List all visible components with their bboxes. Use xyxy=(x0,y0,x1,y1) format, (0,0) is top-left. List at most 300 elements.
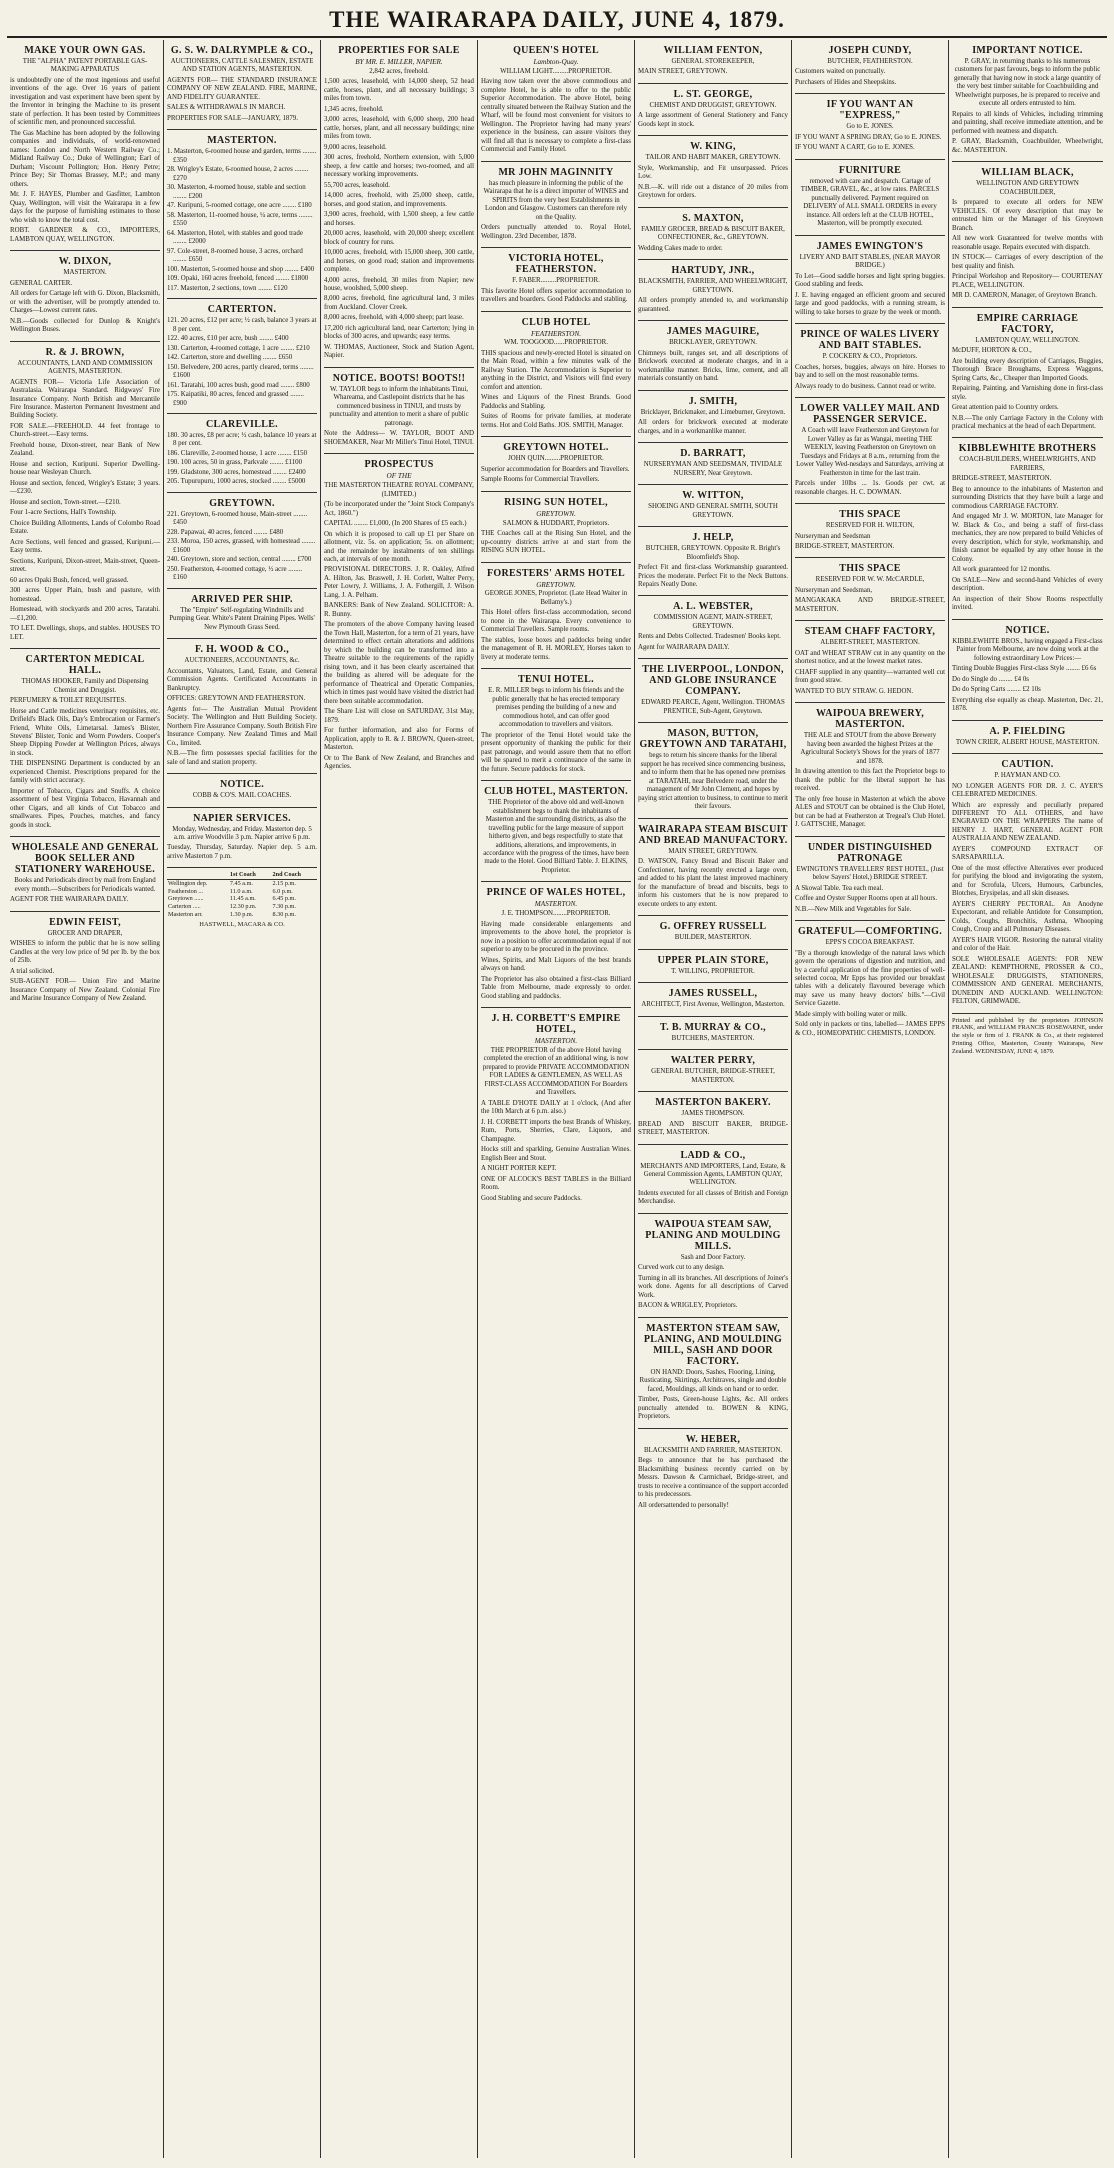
ad-text: PERFUMERY & TOILET REQUISITES. xyxy=(10,697,127,705)
list-item: 161. Taratahi, 100 acres bush, good road ........ £800 xyxy=(167,381,310,389)
list-item: 47. Kuripuni, 5-roomed cottage, one acre ........ £180 xyxy=(167,202,312,210)
ad-text: LAMBTON QUAY, WELLINGTON. xyxy=(975,336,1080,344)
advertisement xyxy=(638,659,788,723)
ad-text: JOHN QUIN.........PROPRIETOR. xyxy=(508,455,604,463)
ad-text: is undoubtedly one of the most ingenious and useful inventions of the age. Over 16 years of patient investigation and vast experiment have been spent by the Inventor in bringing the Machine to its present state of perfection. It has been tested by Committees of scientific men, and pronounced successful. xyxy=(10,76,160,127)
list-item: 109. Opaki, 160 acres freehold, fenced ........ £1800 xyxy=(167,275,309,283)
ad-text: Customers waited on punctually. xyxy=(795,68,886,76)
ad-text: Timber, Posts, Green-house Lights, &c. All orders punctually attended to. BOWEN & KING, Proprietors. xyxy=(638,1396,788,1421)
list-item: 250. Featherston, 4-roomed cottage, ½ acre ........ £160 xyxy=(167,565,303,582)
column-4 xyxy=(478,40,635,2158)
ad-heading: JAMES EWINGTON'S xyxy=(816,240,924,252)
ad-text: N.B.—The only Carriage Factory in the Colony with practical mechanics at the head of each Department. xyxy=(952,414,1103,430)
column-7 xyxy=(949,40,1106,2158)
advertisement xyxy=(481,563,631,670)
ad-heading: WAIPOUA BREWERY, MASTERTON. xyxy=(816,708,924,731)
ad-text: COMMISSION AGENT, MAIN-STREET, GREYTOWN. xyxy=(653,614,773,630)
ad-text: McDUFF, HORTON & CO., xyxy=(952,347,1032,355)
ad-text: All orders for Cartage left with G. Dixon, Blacksmith, or with the advertiser, will be promptly attended to. Charges—Lowest current rates. xyxy=(10,290,160,315)
advertisement xyxy=(952,754,1103,1014)
ad-heading: TENUI HOTEL. xyxy=(518,674,594,686)
list-item: 199. Gladstone, 300 acres, homestead ........ £2400 xyxy=(167,468,306,476)
ad-text: 300 acres, freehold, Northern extension, with 5,000 sheep, a few cattle and horses; two-roomed, and all necessary working improvements. xyxy=(324,154,474,179)
ad-heading: ARRIVED PER SHIP. xyxy=(191,593,293,605)
advertisement xyxy=(638,391,788,443)
list-item: 205. Tupurupuru, 1000 acres, stocked ........ £5000 xyxy=(167,478,306,486)
ad-text: TO LET. Dwellings, shops, and stables. HOUSES TO LET. xyxy=(10,625,160,641)
ad-heading: JOSEPH CUNDY, xyxy=(828,45,912,56)
ad-text: THE ALE and STOUT from the above Brewery having been awarded the highest Prizes at the Agricultural Society's Shows for the years of 1877 and 1878. xyxy=(800,732,940,765)
ad-text: MASTERTON. xyxy=(63,269,107,277)
ad-text: AGENTS FOR— THE STANDARD INSURANCE COMPANY OF NEW ZEALAND. FIRE, MARINE, AND FIDELITY GUARANTEE. xyxy=(167,76,317,101)
advertisement xyxy=(795,921,945,1044)
table-cell: Greytown ...... xyxy=(168,895,204,903)
list-item: 64. Masterton, Hotel, with stables and good trade ........ £2000 xyxy=(167,229,303,246)
ad-text: GROCER AND DRAPER, xyxy=(47,929,123,937)
table-header-cell: 2nd Coach xyxy=(272,871,317,879)
ad-heading: WILLIAM FENTON, xyxy=(663,45,763,56)
table-cell: 7.45 a.m. xyxy=(229,880,253,888)
table-cell: 8.30 p.m. xyxy=(272,910,296,918)
advertisement xyxy=(795,504,945,558)
ad-text: JAMES THOMPSON. xyxy=(681,1110,745,1118)
ad-text: BANKERS: Bank of New Zealand. SOLICITOR: A. R. Bunny. xyxy=(324,602,474,618)
advertisement xyxy=(167,40,317,130)
ad-text: Beg to announce to the inhabitants of Masterton and surrounding Districts that they have built a large and commodious CARRIAGE FACTORY. xyxy=(952,485,1103,510)
ad-text: W. TAYLOR begs to inform the inhabitants Tinui, Whareama, and Castlepoint districts that he has commenced business in TINUI, and trusts by punctuality and attention to merit a share of public patronage. xyxy=(329,385,469,427)
ad-heading: G. S. W. DALRYMPLE & CO., xyxy=(170,45,314,56)
ad-heading: S. MAXTON, xyxy=(682,212,744,224)
advertisement xyxy=(795,398,945,504)
advertisement xyxy=(638,208,788,260)
ad-text: MR D. CAMERON, Manager, of Greytown Branch. xyxy=(952,292,1097,300)
table-cell: Featherston ... xyxy=(168,887,204,895)
advertisement xyxy=(638,136,788,207)
advertisement xyxy=(952,308,1103,439)
ad-text: Orders punctually attended to. Royal Hotel, Wellington. 23rd December, 1878. xyxy=(481,224,631,240)
ad-text: Choice Building Allotments, Lands of Colombo Road Estate. xyxy=(10,519,160,536)
ad-text: Chimneys built, ranges set, and all descriptions of Brickwork executed at moderate charges, and in a workmanlike manner. Bricks, lime, cement, and all materials constantly on hand. xyxy=(638,349,788,383)
property-list xyxy=(167,317,317,408)
ad-text: N.B.—K. will ride out a distance of 20 miles from Greytown for orders. xyxy=(638,183,788,200)
ad-text: BRIDGE-STREET, MASTERTON. xyxy=(952,475,1052,483)
ad-text: Style, Workmanship, and Fit unsurpassed. Prices Low. xyxy=(638,164,788,181)
advertisement xyxy=(481,1008,631,1209)
advertisement xyxy=(10,342,160,650)
ad-text: Repairing, Painting, and Varnishing done in first-class style. xyxy=(952,385,1103,401)
ad-text: A NIGHT PORTER KEPT. xyxy=(481,1165,557,1173)
ad-heading: WHOLESALE AND GENERAL BOOK SELLER AND STATIONERY WAREHOUSE. xyxy=(11,842,159,876)
ad-text: TAILOR AND HABIT MAKER, GREYTOWN. xyxy=(645,154,781,162)
list-item: 150. Belvedere, 200 acres, partly cleared, terms ........ £1600 xyxy=(167,363,314,380)
ad-text: Monday, Wednesday, and Friday. Masterton dep. 5 a.m. arrive Woodville 3 p.m. Napier arrive 6 p.m. xyxy=(172,825,312,841)
ad-text: W. THOMAS, Auctioneer, Stock and Station Agent, Napier. xyxy=(324,343,474,360)
ad-text: T. WILLING, PROPRIETOR. xyxy=(671,967,755,975)
ad-text: LIVERY AND BAIT STABLES, (NEAR MAYOR BRIDGE.) xyxy=(799,253,941,270)
advertisement xyxy=(952,40,1103,162)
ad-text: BUILDER, MASTERTON. xyxy=(674,934,752,942)
ad-subheading: MASTERTON. xyxy=(534,1037,578,1046)
ad-text: Wedding Cakes made to order. xyxy=(638,244,723,252)
ad-text: House and section, Town-street.—£210. xyxy=(10,498,121,506)
ad-heading: GRATEFUL—COMFORTING. xyxy=(797,926,943,938)
advertisement xyxy=(795,324,945,398)
ad-heading: JAMES RUSSELL, xyxy=(668,988,758,1000)
advertisement xyxy=(952,162,1103,307)
ad-text: TOWN CRIER, ALBERT HOUSE, MASTERTON. xyxy=(955,738,1100,746)
ad-heading: J. H. CORBETT'S EMPIRE HOTEL, xyxy=(491,1013,621,1036)
ad-text: AGENT FOR THE WAIRARAPA DAILY. xyxy=(10,896,129,904)
table-row xyxy=(167,888,317,896)
ad-text: Coffee and Oyster Supper Rooms open at all hours. xyxy=(795,895,938,903)
table-cell: 12.30 p.m. xyxy=(229,902,257,910)
ad-heading: CARTERTON. xyxy=(207,304,277,316)
ad-text: 3,900 acres, freehold, with 1,500 sheep, a few cattle and horses. xyxy=(324,211,474,227)
ad-heading: CAUTION. xyxy=(1001,759,1054,771)
ad-heading: F. H. WOOD & CO., xyxy=(195,644,289,656)
ad-heading: HARTUDY, JNR., xyxy=(671,265,755,277)
ad-heading: UPPER PLAIN STORE, xyxy=(657,954,769,966)
ad-text: Tinting Double Buggies First-class Style ........ £6 6s xyxy=(952,665,1097,673)
advertisement xyxy=(481,669,631,781)
ad-text: To Let—Good saddle horses and light spring buggies. Good stabling and feeds. xyxy=(795,272,945,289)
ad-text: Sold only in packets or tins, labelled— JAMES EPPS & CO., HOMEOPATHIC CHEMISTS, LONDON. xyxy=(795,1021,945,1037)
advertisement xyxy=(638,1017,788,1050)
ad-text: GENERAL STOREKEEPER, xyxy=(671,58,755,65)
ad-text: BREAD AND BISCUIT BAKER, BRIDGE-STREET, MASTERTON. xyxy=(638,1120,788,1137)
ad-text: OAT and WHEAT STRAW cut in any quantity on the shortest notice, and at the lowest market rates. xyxy=(795,649,945,666)
table-cell: 1.30 p.m. xyxy=(229,910,254,918)
ad-text: Is prepared to execute all orders for NEW VEHICLES. Of every description that may be entrusted him or the Manager of his Greytown Branch. xyxy=(952,199,1103,232)
ad-text: Turning in all its branches. All descriptions of Joiner's work done. Agents for all descriptions of Carved Work. xyxy=(638,1274,788,1299)
ad-text: Made simply with boiling water or milk. xyxy=(795,1010,907,1018)
ad-text: SALMON & HUDDART, Proprietors. xyxy=(502,519,610,527)
ad-text: IN STOCK— Carriages of every description of the best quality and finish. xyxy=(952,254,1103,270)
ad-text: The proprietor of the Tenui Hotel would take the present opportunity of thanking the public for their past patronage, and would assure them that no effort will be spared to merit a continuance of the same in the future. Secure paddocks for stock. xyxy=(481,731,631,773)
ad-text: Having now taken over the above commodious and complete Hotel, he is able to offer to the public Superior Accommodation. The above Hotel, being centrally situated between the Railway Station and the Wharf, will be found most convenient for visitors to Wellington. The Proprietor having had many years' experience in the business, can assure visitors they will find all that is necessary to complete a first-class Commercial and Family Hotel. xyxy=(481,78,631,154)
ad-text: Are building every description of Carriages, Buggies, Thorough Brace Broughams, Express Waggons, Spring Carts, &c., Cheaper than Imported Goods. xyxy=(952,357,1103,382)
ad-text: RESERVED FOR W. W. McCARDLE, xyxy=(815,576,925,584)
advertisement xyxy=(638,983,788,1016)
ad-text: Coaches, horses, buggies, always on hire. Horses to bay and to sell on the most reasonable terms. xyxy=(795,363,945,380)
ad-text: Or to The Bank of New Zealand, and Branches and Agencies. xyxy=(324,754,474,771)
ad-heading: L. ST. GEORGE, xyxy=(673,88,753,100)
table-cell: 11.0 a.m. xyxy=(229,887,253,895)
list-item: 190. 100 acres, 50 in grass, Parkvale ........ £1100 xyxy=(167,459,303,467)
ad-text: Sash and Door Factory. xyxy=(680,1253,746,1261)
list-item: 97. Cole-street, 8-roomed house, 3 acres, orchard ........ £650 xyxy=(167,247,303,264)
ad-text: P. GRAY, in returning thanks to his numerous customers for past favours, begs to inform the public generally that having now in stock a large quantity of the very best timber suitable for Coachbuilding and Wheelwright purposes, he is prepared to receive and execute all orders entrusted to him. xyxy=(953,58,1102,108)
ad-text: 4,000 acres, freehold, 30 miles from Napier; new house, woolshed, 5,000 sheep. xyxy=(324,276,474,292)
ad-text: J. H. CORBETT imports the best Brands of Whiskey, Rum, Ports, Sherries, Clare, Liquors, and Champagne. xyxy=(481,1118,631,1143)
ad-text: And engaged Mr J. W. MORTON, late Manager for W. Black & Co., and being a staff of first-class mechanics, they are now prepared to build Vehicles of every description, which for style, workmanship, and finish cannot be equalled by any other house in the Colony. xyxy=(952,513,1103,563)
table-cell: 7.30 p.m. xyxy=(272,902,296,910)
ad-heading: GREYTOWN. xyxy=(209,497,275,509)
timetable-footer: HASTWELL, MACARA & CO. xyxy=(199,921,285,929)
advertisement xyxy=(638,723,788,818)
property-list xyxy=(167,432,317,487)
ad-text: AYER'S CHERRY PECTORAL. An Anodyne Expectorant, and reliable Antidote for Consumption, Colds, Coughs, Bronchitis, Asthma, Whooping Cough, Croup and all Pulmonary Diseases. xyxy=(952,900,1103,934)
advertisement xyxy=(795,236,945,324)
ad-text: ROBT. GARDNER & CO., IMPORTERS, LAMBTON QUAY, WELLINGTON. xyxy=(10,227,160,243)
ad-text: P. HAYMAN AND CO. xyxy=(994,772,1061,780)
ad-text: EPPS'S COCOA BREAKFAST. xyxy=(825,939,915,947)
ad-text: For further information, and also for Forms of Application, apply to R. & J. BROWN, Queen-street, Masterton. xyxy=(324,727,474,752)
ad-text: ONE OF ALCOCK'S BEST TABLES in the Billiard Room. xyxy=(481,1175,631,1192)
page-title: THE WAIRARAPA DAILY, JUNE 4, 1879. xyxy=(329,7,785,32)
ad-text: THE Proprietor of the above old and well-known establishment begs to thank the inhabitants of Masterton and the surrounding districts, as also the travelling public for the large measure of support hitherto given, and begs respectfully to state that additions, alterations, and improvements, in accordance with the progress of the times, have been made to the Hotel. Good Billiard Table. J. ELKINS, Proprietor. xyxy=(483,799,629,874)
ad-text: BLACKSMITH AND FARRIER, MASTERTON. xyxy=(643,1446,783,1454)
ad-text: CHAFF supplied in any quantity—warranted well cut from good straw. xyxy=(795,668,945,685)
list-item: 221. Greytown, 6-roomed house, Main-street ........ £450 xyxy=(167,510,308,527)
ad-heading: CLAREVILLE. xyxy=(206,418,278,430)
ad-text: CHEMIST AND DRUGGIST, GREYTOWN. xyxy=(649,101,777,109)
ad-text: Sample Rooms for Commercial Travellers. xyxy=(481,476,600,484)
ad-heading: NOTICE. BOOTS! BOOTS!! xyxy=(332,372,466,384)
ad-text: removed with care and despatch. Cartage of TIMBER, GRAVEL, &c., at low rates. PARCELS punctually delivered. Payment required on DELIVERY of ALL SMALL ORDERS in every instance. All orders left at the CLUB HOTEL, Masterton, will be promptly executed. xyxy=(800,177,940,228)
advertisement xyxy=(10,40,160,251)
advertisement xyxy=(638,485,788,527)
ad-text: NURSERYMAN AND SEEDSMAN, TIVIDALE NURSERY, Near Greytown. xyxy=(643,461,783,477)
column-1 xyxy=(7,40,164,2158)
table-header-row xyxy=(167,871,317,879)
ad-text: 20,000 acres, leasehold, with 20,000 sheep; excellent block of country for runs. xyxy=(324,230,474,246)
property-list xyxy=(167,511,317,583)
ad-subheading: Lambton-Quay. xyxy=(533,58,579,66)
ad-heading: LOWER VALLEY MAIL AND PASSENGER SERVICE. xyxy=(800,403,940,426)
ad-text: House and section, Kuripuni. Superior Dwelling-house near Wesleyan Church. xyxy=(10,460,160,477)
list-item: 228. Papawai, 40 acres, fenced ........ £480 xyxy=(167,528,284,536)
column-6 xyxy=(792,40,949,2158)
ad-text: Nurseryman and Seedsman, xyxy=(795,586,873,594)
ad-text: AUCTIONEERS, ACCOUNTANTS, &c. xyxy=(184,657,300,665)
ad-text: 60 acres Opaki Bush, fenced, well grassed. xyxy=(10,576,129,584)
ad-text: An inspection of their Show Rooms respectfully invited. xyxy=(952,595,1103,612)
imprint-text: Printed and published by the proprietors JOHNSON FRANK, and WILLIAM FRANCIS ROSEWARNE, under the style or firm of J. FRANK & Co., at their registered Printing Office, Masterton, County Wairarapa, New Zealand. WEDNESDAY, JUNE 4, 1879. xyxy=(952,1016,1103,1055)
advertisement xyxy=(638,1429,788,1516)
advertisement xyxy=(638,1050,788,1092)
list-item: 142. Carterton, store and dwelling ........ £650 xyxy=(167,354,293,362)
ad-text: BUTCHER, GREYTOWN. Opposite R. Bright's Bloomfield's Shop. xyxy=(645,545,781,561)
ad-heading: J. HELP, xyxy=(692,532,734,544)
ad-text: Freehold house, Dixon-street, near Bank of New Zealand. xyxy=(10,441,160,458)
ad-heading: THIS SPACE xyxy=(839,563,901,575)
advertisement xyxy=(481,162,631,248)
ad-text: FOR SALE.—FREEHOLD. 44 feet frontage to Church-street.—Easy terms. xyxy=(10,422,160,439)
ad-text: Note the Address— W. TAYLOR, BOOT AND SHOEMAKER, Near Mr Miller's Tinui Hotel, TINUI. xyxy=(324,430,474,446)
ad-text: KIBBLEWHITE BROS., having engaged a First-class Painter from Melbourne, are now doing work at the following extraordinary Low Prices:— xyxy=(952,637,1103,662)
ad-text: ACCOUNTANTS, LAND AND COMMISSION AGENTS, MASTERTON. xyxy=(17,359,153,376)
ad-text: Do do Spring Carts ........ £2 10s xyxy=(952,686,1041,694)
ad-text: Wines and Liquors of the Finest Brands. Good Paddocks and Stabling. xyxy=(481,394,631,410)
ad-heading: WALTER PERRY, xyxy=(670,1055,756,1067)
ad-text: A trial solicited. xyxy=(10,967,55,975)
ad-text: PROVISIONAL DIRECTORS. J. R. Oakley, Alfred A. Hilton, Jas. Braswell, J. H. Corlett, Walter Perry, Peter Lowry, J. Williams, J. A. Fothergill, J. Wilson Lang, J. A. Pelham. xyxy=(324,566,474,599)
ad-text: BACON & WRIGLEY, Proprietors. xyxy=(638,1302,738,1310)
ad-text: J. E. THOMPSON........PROPRIETOR. xyxy=(501,910,611,918)
ad-text: AGENTS FOR— Victoria Life Association of Australasia. Wairarapa Standard. Ridgways' Fire Insurance Company. North British and Mercantile Fire Insurance. Masterton Permanent Investment and Building Society. xyxy=(10,378,160,420)
ad-text: A Coach will leave Featherston and Greytown for Lower Valley as far as Wangai, meeting THE WEEKLY, leaving Featherston on Greytown on Tuesdays and Fridays at 8 a.m., returning from the Lower Valley Wed-nesdays and Saturdays, arriving at Featherston in time for the last train. xyxy=(796,427,944,477)
ad-text: Importer of Tobacco, Cigars and Snuffs. A choice assortment of best Virginia Tobacco, Havannah and other Cigars, and all kinds of Cut Tobacco and smallwares. Pipes, Pouches, matches, and fancy goods in stock. xyxy=(10,787,160,829)
advertisement xyxy=(481,437,631,491)
ad-text: has much pleasure in informing the public of the Wairarapa that he is a direct importer of WINES and SPIRITS from the very best Establishments in London and Glasgow. Customers can therefore rely on the Quality. xyxy=(483,179,629,221)
advertisement xyxy=(481,492,631,563)
ad-text: RESERVED FOR H. WILTON, xyxy=(825,522,915,530)
ad-heading: THE LIVERPOOL, LONDON, AND GLOBE INSURANCE COMPANY. xyxy=(642,664,784,698)
ad-subheading: BY MR. E. MILLER, NAPIER. xyxy=(355,58,443,66)
list-item: 175. Kaipatiki, 80 acres, fenced and grassed ........ £900 xyxy=(167,391,305,407)
table-header-cell xyxy=(167,871,229,879)
ad-heading: STEAM CHAFF FACTORY, xyxy=(804,626,936,638)
advertisement xyxy=(638,40,788,84)
ad-text: J. E. having engaged an efficient groom and secured large and good paddocks, with a running stream, is willing to take horses to graze by the week or month. xyxy=(795,291,945,316)
advertisement xyxy=(324,454,474,777)
table-cell: Masterton arr. xyxy=(168,910,203,918)
advertisement xyxy=(638,916,788,949)
advertisement xyxy=(167,493,317,589)
newspaper-page xyxy=(7,4,1107,2160)
advertisement xyxy=(795,40,945,94)
ad-text: COBB & CO'S. MAIL COACHES. xyxy=(192,792,292,800)
ad-text: MANGAKAKA AND BRIDGE-STREET, MASTERTON. xyxy=(795,597,945,613)
ad-heading: EMPIRE CARRIAGE FACTORY, xyxy=(976,312,1079,335)
imprint xyxy=(952,1014,1103,1062)
ad-heading: G. OFFREY RUSSELL xyxy=(659,921,767,933)
advertisement xyxy=(638,1214,788,1318)
ad-text: BUTCHER, FEATHERSTON. xyxy=(827,58,913,65)
ad-text: Prefect Fit and first-class Workmanship guaranteed. Prices the moderate. Perfect Fit to the Neck Buttons. Repairs Neatly Done. xyxy=(638,564,788,588)
ad-text: PROPERTIES FOR SALE—JANUARY, 1879. xyxy=(167,114,298,122)
ad-text: THE MASTERTON THEATRE ROYAL COMPANY, (LIMITED.) xyxy=(324,482,474,498)
advertisement xyxy=(638,527,788,596)
ad-heading: RISING SUN HOTEL, xyxy=(504,496,608,508)
ad-text: N.B.—New Milk and Vegetables for Sale. xyxy=(795,905,912,913)
ad-heading: PRINCE OF WALES LIVERY AND BAIT STABLES. xyxy=(800,329,940,352)
ad-text: OFFICES: GREYTOWN AND FEATHERSTON. xyxy=(167,695,306,703)
ad-text: The Proprietor has also obtained a first-class Billiard Table from Melbourne, made expressly to order. Good stabling and paddocks. xyxy=(481,975,631,1000)
ad-text: AYER'S HAIR VIGOR. Restoring the natural vitality and color of the Hair. xyxy=(952,936,1103,953)
ad-text: THIS spacious and newly-erected Hotel is situated on the Main Road, within a few minutes walk of the Railway Station. The Accommodation is Superior to anything in the District, and Visitors will find every comfort and attention. xyxy=(481,349,631,391)
advertisement xyxy=(481,40,631,162)
ad-text: 2,842 acres, freehold. xyxy=(369,67,429,75)
ad-heading: CARTERTON MEDICAL HALL. xyxy=(25,654,145,677)
ad-heading: A. L. WEBSTER, xyxy=(673,601,753,613)
coach-timetable xyxy=(167,868,317,933)
ad-text: Go to E. JONES. xyxy=(846,123,894,131)
ad-text: MAIN STREET, GREYTOWN. xyxy=(668,847,758,855)
advertisement xyxy=(795,703,945,836)
ad-text: Agents for— The Australian Mutual Provident Society. The Wellington and Hutt Building Society. Northern Fire Assurance Company. South British Fire Insurance Company. New Zealand Times and Mail Co., limited. xyxy=(167,705,317,747)
ad-text: (To be incorporated under the "Joint Stock Company's Act, 1860.") xyxy=(324,501,474,517)
ad-text: Indents executed for all classes of British and Foreign Merchandise. xyxy=(638,1189,788,1206)
ad-heading: WAIRARAPA STEAM BISCUIT AND BREAD MANUFACTORY. xyxy=(638,823,788,846)
list-item: 1. Masterton, 6-roomed house and garden, terms ........ £350 xyxy=(167,148,317,164)
ad-text: A TABLE D'HOTE DAILY at 1 o'clock, (And after the 10th March at 6 p.m. also.) xyxy=(481,1099,631,1116)
ad-text: THE "ALPHA" PATENT PORTABLE GAS-MAKING APPARATUS xyxy=(22,58,148,74)
ad-text: begs to return his sincere thanks for the liberal support he has received since commencing business, and to inform them that he has opened new premises at TARATAHI, near Belvedere road, under the management of Mr John Clement, and hopes by paying strict attention to business, to continue to merit their favours. xyxy=(638,752,788,811)
advertisement xyxy=(952,721,1103,754)
ad-text: WANTED TO BUY STRAW. G. HEDON. xyxy=(795,687,914,695)
advertisement xyxy=(638,1145,788,1214)
ad-text: BRIDGE-STREET, MASTERTON. xyxy=(795,542,895,550)
advertisement xyxy=(795,94,945,159)
ad-text: The only free house in Masterton at which the above ALES and STOUT can be obtained is the Club Hotel, but can be had at Featherston at Tregeal's Club Hotel. J. GATTSCHE, Manager. xyxy=(795,795,945,829)
ad-text: Always ready to do business. Cannot read or write. xyxy=(795,382,936,390)
ad-text: SUB-AGENT FOR— Union Fire and Marine Insurance Company of New Zealand. Colonial Fire and Marine Insurance Company of New Zealand. xyxy=(10,978,160,1003)
ad-text: 3,000 acres, leasehold, with 6,000 sheep, 200 head cattle, horses, plant, and all necessary buildings; nine miles from town. xyxy=(324,116,474,141)
ad-heading: WILLIAM BLACK, xyxy=(981,167,1074,179)
ad-text: SALES & WITHDRAWALS IN MARCH. xyxy=(167,104,286,112)
ad-text: THOMAS HOOKER, Family and Dispensing Chemist and Druggist. xyxy=(21,678,149,694)
advertisement xyxy=(481,248,631,311)
ad-heading: EDWIN FEIST, xyxy=(49,916,121,928)
table-cell: Wellington dep. xyxy=(168,880,208,888)
column-3 xyxy=(321,40,478,2158)
ad-heading: W. HEBER, xyxy=(685,1433,741,1445)
list-item: 28. Wrigley's Estate, 6-roomed house, 2 acres ........ £270 xyxy=(167,166,309,182)
list-item: 122. 40 acres, £10 per acre, bush ........ £400 xyxy=(167,335,289,343)
ad-text: BLACKSMITH, FARRIER, AND WHEELWRIGHT, GREYTOWN. xyxy=(638,278,788,294)
ad-text: All orders promptly attended to, and workmanship guaranteed. xyxy=(638,297,788,313)
advertisement xyxy=(10,649,160,837)
ad-text: Four 1-acre Sections, Hall's Township. xyxy=(10,509,117,517)
ad-subheading: GREYTOWN. xyxy=(536,580,576,589)
ad-heading: PRINCE OF WALES HOTEL, xyxy=(486,887,626,899)
ad-heading: FURNITURE xyxy=(838,164,902,176)
ad-heading: T. B. MURRAY & CO., xyxy=(660,1021,766,1033)
ad-heading: UNDER DISTINGUISHED PATRONAGE xyxy=(807,841,933,864)
ad-heading: NOTICE. xyxy=(219,779,265,791)
ad-heading: FORESTERS' ARMS HOTEL xyxy=(487,567,625,579)
table-row xyxy=(167,880,317,888)
list-item: 130. Carterton, 4-roomed cottage, 1 acre ........ £210 xyxy=(167,344,310,352)
ad-text: Curved work cut to any design. xyxy=(638,1264,725,1272)
table-cell: 6.45 p.m. xyxy=(272,895,296,903)
ad-heading: PROPERTIES FOR SALE xyxy=(338,45,460,56)
ad-text: Nurseryman and Seedsman xyxy=(795,532,871,540)
ad-heading: IMPORTANT NOTICE. xyxy=(972,45,1083,56)
ad-text: 55,700 acres, leasehold. xyxy=(324,181,391,189)
ad-text: 8,000 acres, freehold, fine agricultural land, 3 miles from Auckland. Clover Creek. xyxy=(324,295,474,311)
advertisement xyxy=(795,837,945,921)
table-row xyxy=(167,903,317,911)
ad-text: Great attention paid to Country orders. xyxy=(952,404,1059,412)
ad-heading: THIS SPACE xyxy=(839,509,901,521)
ad-text: NO LONGER AGENTS FOR DR. J. C. AYER'S CELEBRATED MEDICINES. xyxy=(952,782,1103,799)
advertisement xyxy=(952,438,1103,619)
list-item: 240. Greytown, store and section, central ........ £700 xyxy=(167,556,312,564)
ad-text: 8,000 acres, freehold, with 4,000 sheep; part lease. xyxy=(324,314,464,322)
ad-text: N.B.—Goods collected for Dunlop & Knight's Wellington Buses. xyxy=(10,317,160,334)
ad-text: AYER'S COMPOUND EXTRACT OF SARSAPARILLA. xyxy=(952,845,1103,862)
table-row xyxy=(167,895,317,903)
ad-text: IF YOU WANT A SPRING DRAY, Go to E. JONES. xyxy=(795,133,942,141)
ad-heading: IF YOU WANT AN "EXPRESS," xyxy=(826,99,914,122)
table-cell: Carterton ..... xyxy=(168,902,201,910)
ad-heading: CLUB HOTEL, MASTERTON. xyxy=(484,786,628,798)
ad-text: Mr. J. F. HAYES, Plumber and Gasfitter, Lambton Quay, Wellington, will visit the Wairarapa in a few days for the purpose of furnishing estimates to those who wish to know the total cost. xyxy=(10,191,160,224)
advertisement xyxy=(167,414,317,493)
advertisement xyxy=(638,596,788,659)
advertisement xyxy=(167,774,317,807)
ad-heading: J. SMITH, xyxy=(688,395,738,407)
advertisement xyxy=(10,912,160,1010)
list-item: 121. 20 acres, £12 per acre; ½ cash, balance 3 years at 8 per cent. xyxy=(167,317,317,333)
ad-text: ON HAND: Doors, Sashes, Flooring, Lining, Rusticating, Skirtings, Architraves, single and double faced, Mouldings, all kinds on hand or to order. xyxy=(639,1368,787,1393)
ad-subheading: GREYTOWN. xyxy=(536,509,576,518)
ad-text: BUTCHERS, MASTERTON. xyxy=(671,1034,755,1042)
ad-heading: MR JOHN MAGINNITY xyxy=(498,166,614,178)
